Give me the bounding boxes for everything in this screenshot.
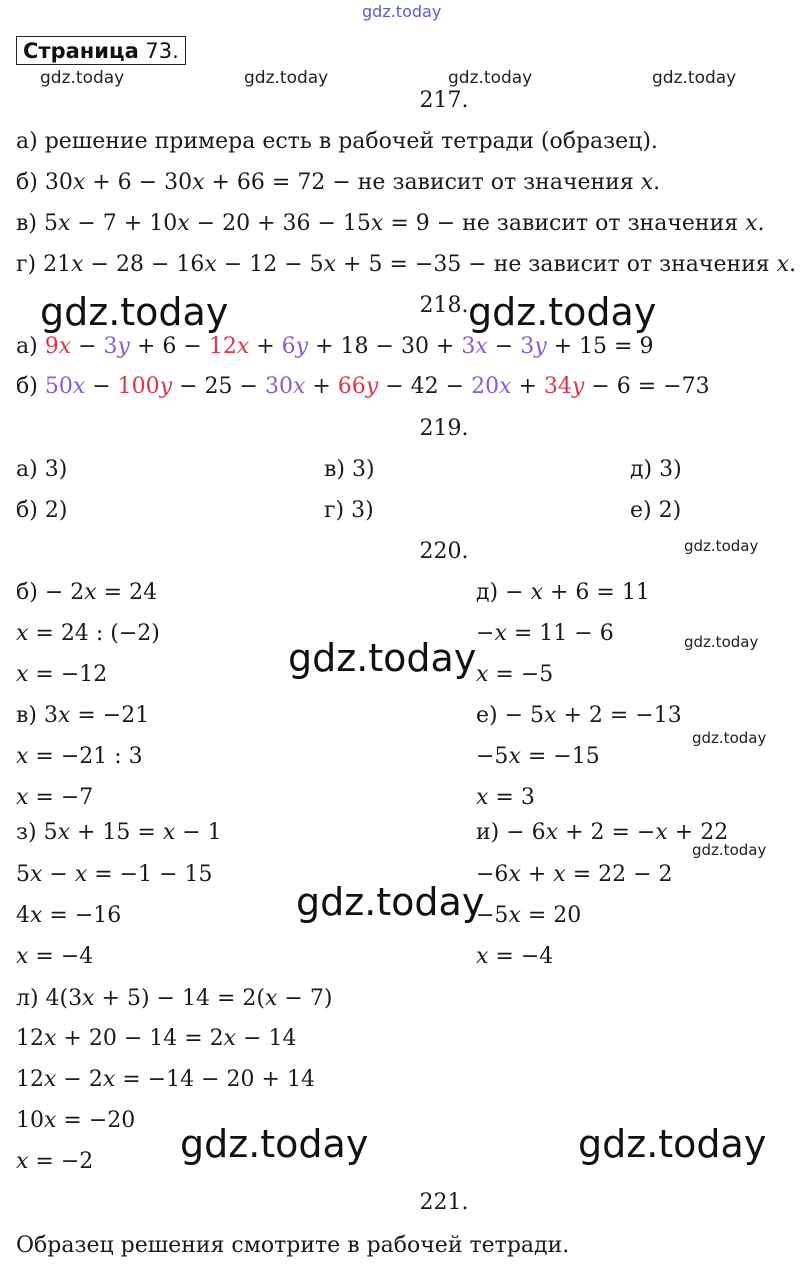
solution-line: 12x − 2x = −14 − 20 + 14 (16, 1067, 315, 1092)
answer-219: в) 3) (324, 457, 375, 482)
watermark-large: gdz.today (40, 290, 229, 334)
watermark: gdz.today (684, 633, 759, 651)
solution-line: 12x + 20 − 14 = 2x − 14 (16, 1026, 297, 1051)
solution-line: в) 3x = −21 (16, 703, 150, 728)
watermark-large: gdz.today (468, 290, 657, 334)
watermark: gdz.today (448, 68, 533, 88)
page-title: Страница (23, 39, 139, 63)
solution-line: 10x = −20 (16, 1108, 136, 1133)
watermark: gdz.today (692, 729, 767, 747)
problem-number-221: 221. (419, 1190, 469, 1215)
answer-219: б) 2) (16, 498, 68, 523)
watermark-large: gdz.today (288, 636, 477, 680)
solution-line: б) − 2x = 24 (16, 580, 158, 605)
solution-line: x = 3 (476, 785, 535, 810)
solution-line: −5x = −15 (476, 744, 600, 769)
problem-number-219: 219. (419, 416, 469, 441)
watermark: gdz.today (652, 68, 737, 88)
answer-219: а) 3) (16, 457, 68, 482)
answer-218-b: б) 50x − 100y − 25 − 30x + 66y − 42 − 20x + 34y − 6 = −73 (16, 374, 710, 399)
answer-219: г) 3) (324, 498, 374, 523)
solution-line: д) − x + 6 = 11 (476, 580, 650, 605)
watermark: gdz.today (692, 841, 767, 859)
solution-line: 5x − x = −1 − 15 (16, 862, 213, 887)
solution-line: е) − 5x + 2 = −13 (476, 703, 682, 728)
solution-line: x = −7 (16, 785, 94, 810)
problem-number-220: 220. (419, 539, 469, 564)
page-number: 73. (138, 39, 179, 63)
watermark-top: gdz.today (362, 2, 442, 21)
solution-line: x = −5 (476, 662, 554, 687)
solution-line: x = −2 (16, 1149, 94, 1174)
answer-217-b: б) 30x + 6 − 30x + 66 = 72 − не зависит от значения x. (16, 170, 661, 195)
solution-line: x = −21 : 3 (16, 744, 143, 769)
solution-line: x = −4 (16, 944, 94, 969)
problem-number-217: 217. (419, 88, 469, 113)
solution-line: −5x = 20 (476, 903, 582, 928)
solution-line: −6x + x = 22 − 2 (476, 862, 673, 887)
watermark: gdz.today (684, 537, 759, 555)
answer-217-v: в) 5x − 7 + 10x − 20 + 36 − 15x = 9 − не зависит от значения x. (16, 211, 765, 236)
problem-number-218: 218. (419, 293, 469, 318)
solution-line: x = −12 (16, 662, 108, 687)
solution-line: л) 4(3x + 5) − 14 = 2(x − 7) (16, 986, 333, 1011)
answer-218-a: а) 9x − 3y + 6 − 12x + 6y + 18 − 30 + 3x − 3y + 15 = 9 (16, 334, 654, 359)
watermark-large: gdz.today (296, 880, 485, 924)
solution-line: −x = 11 − 6 (476, 621, 614, 646)
solution-line: з) 5x + 15 = x − 1 (16, 820, 222, 845)
solution-line: x = −4 (476, 944, 554, 969)
watermark: gdz.today (40, 68, 125, 88)
watermark: gdz.today (244, 68, 329, 88)
answer-217-a: а) решение примера есть в рабочей тетради (образец). (16, 129, 658, 154)
watermark-large: gdz.today (180, 1122, 369, 1166)
watermark-large: gdz.today (578, 1122, 767, 1166)
answer-221: Образец решения смотрите в рабочей тетради. (16, 1233, 570, 1258)
solution-line: x = 24 : (−2) (16, 621, 160, 646)
answer-217-g: г) 21x − 28 − 16x − 12 − 5x + 5 = −35 − не зависит от значения x. (16, 252, 797, 277)
answer-219: д) 3) (630, 457, 682, 482)
answer-219: е) 2) (630, 498, 682, 523)
solution-line: и) − 6x + 2 = −x + 22 (476, 820, 729, 845)
page-header (16, 36, 186, 65)
solution-line: 4x = −16 (16, 903, 122, 928)
